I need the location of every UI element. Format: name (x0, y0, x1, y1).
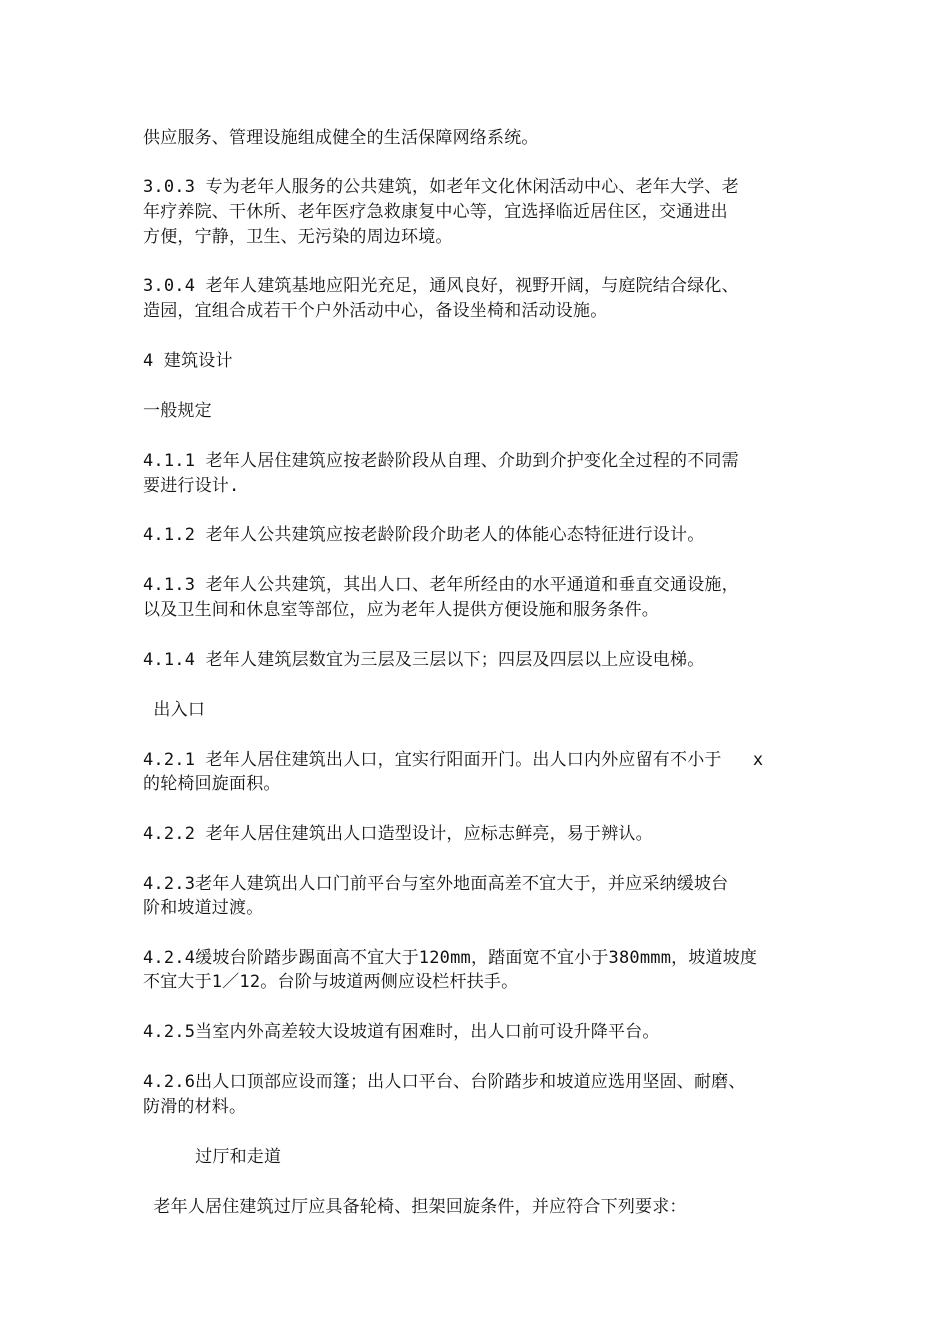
text-line: 以及卫生间和休息室等部位，应为老年人提供方便设施和服务条件。 (143, 600, 659, 620)
text-line: 4.2.5当室内外高差较大设坡道有困难时，出人口前可设升降平台。 (143, 1022, 660, 1042)
text-line: 的轮椅回旋面积。 (143, 774, 281, 794)
text-line: 年疗养院、干休所、老年医疗急救康复中心等，宜选择临近居住区，交通进出 (143, 202, 728, 222)
text-line: 不宜大于1／12。台阶与坡道两侧应设栏杆扶手。 (143, 972, 519, 992)
text-line: 3.0.4 老年人建筑基地应阳光充足，通风良好，视野开阔，与庭院结合绿化、 (143, 276, 739, 296)
text-line: 造园，宜组合成若干个户外活动中心，备设坐椅和活动设施。 (143, 301, 608, 321)
subsection-heading: 过厅和走道 (143, 1147, 282, 1167)
text-line: 3.0.3 专为老年人服务的公共建筑，如老年文化休闲活动中心、老年大学、老 (143, 177, 739, 197)
text-line: 4.2.3老年人建筑出人口门前平台与室外地面高差不宜大于，并应采纳缓坡台 (143, 874, 729, 894)
text-line: 4.1.4 老年人建筑层数宜为三层及三层以下；四层及四层以上应设电梯。 (143, 650, 705, 670)
subsection-heading: 出入口 (143, 700, 206, 720)
text-line: 4.2.2 老年人居住建筑出人口造型设计，应标志鲜亮，易于辨认。 (143, 824, 653, 844)
text-line: 阶和坡道过渡。 (143, 898, 264, 918)
text-line: 4.1.3 老年人公共建筑，其出人口、老年所经由的水平通道和垂直交通设施， (143, 575, 739, 595)
text-line: 4.2.6出人口顶部应设而篷；出人口平台、台阶踏步和坡道应选用坚固、耐磨、 (143, 1072, 746, 1092)
text-line: 防滑的材料。 (143, 1097, 247, 1117)
text-line: 老年人居住建筑过厅应具备轮椅、担架回旋条件，并应符合下列要求： (143, 1197, 687, 1217)
text-line: 供应服务、管理设施组成健全的生活保障网络系统。 (143, 128, 539, 148)
section-heading: 4 建筑设计 (143, 351, 233, 371)
text-line: 方便，宁静，卫生、无污染的周边环境。 (143, 227, 453, 247)
subsection-heading: 一般规定 (143, 401, 212, 421)
text-line: 要进行设计. (143, 476, 240, 496)
text-line: 4.1.2 老年人公共建筑应按老龄阶段介助老人的体能心态特征进行设计。 (143, 525, 705, 545)
text-line: 4.1.1 老年人居住建筑应按老龄阶段从自理、介助到介护变化全过程的不同需 (143, 451, 739, 471)
text-line: 4.2.1 老年人居住建筑出人口，宜实行阳面开门。出人口内外应留有不小于 x (143, 750, 764, 770)
text-line: 4.2.4缓坡台阶踏步踢面高不宜大于120mm，踏面宽不宜小于380mmm，坡道坡度 (143, 948, 758, 968)
